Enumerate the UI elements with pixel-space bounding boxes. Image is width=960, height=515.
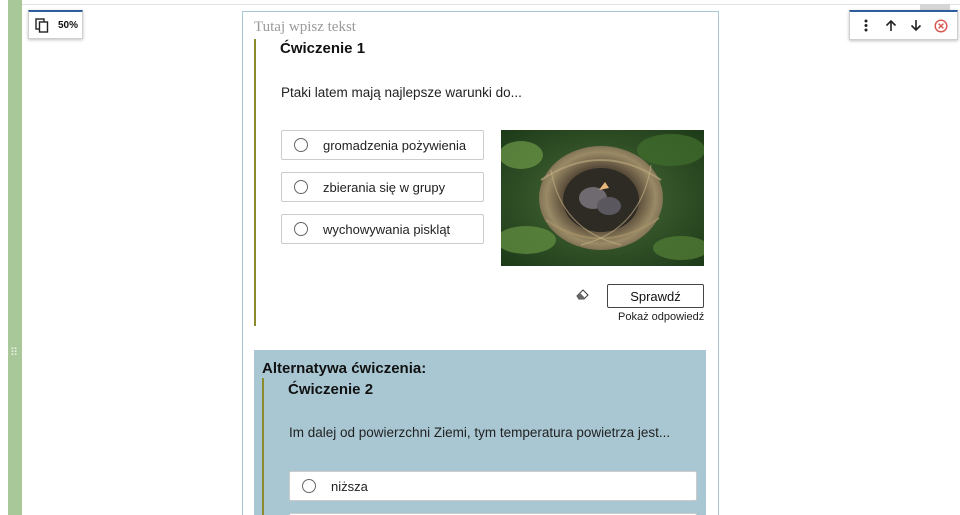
zoom-control[interactable] xyxy=(28,10,83,39)
check-button[interactable]: Sprawdź xyxy=(607,284,704,308)
remove-block-button[interactable] xyxy=(930,15,952,37)
radio-button[interactable] xyxy=(294,222,308,236)
move-up-button[interactable] xyxy=(880,15,902,37)
answer-option[interactable] xyxy=(281,130,484,160)
show-answer-link[interactable]: Pokaż odpowiedź xyxy=(618,311,705,323)
exercise-2-question: Im dalej od powierzchni Ziemi, tym temperatura powietrza jest... xyxy=(289,425,671,440)
text-placeholder[interactable]: Tutaj wpisz tekst xyxy=(254,19,356,35)
block-toolbar xyxy=(849,10,958,40)
arrow-up-icon xyxy=(885,19,897,32)
radio-button[interactable] xyxy=(294,138,308,152)
more-vertical-icon xyxy=(864,19,868,32)
exercise-1-title: Ćwiczenie 1 xyxy=(280,40,366,57)
exercise-2-title: Ćwiczenie 2 xyxy=(288,381,374,398)
alternative-heading: Alternatywa ćwiczenia: xyxy=(262,360,427,377)
answer-option-label: niższa xyxy=(331,478,368,494)
copy-icon[interactable] xyxy=(35,18,49,33)
radio-button[interactable] xyxy=(302,479,316,493)
left-rail xyxy=(8,0,22,515)
zoom-level: 50% xyxy=(58,19,79,31)
eraser-icon[interactable] xyxy=(575,287,591,301)
bird-nest-image xyxy=(501,130,704,266)
answer-option[interactable] xyxy=(289,471,697,501)
exercise-accent-bar xyxy=(254,39,256,326)
answer-option[interactable] xyxy=(281,214,484,244)
answer-option-label: wychowywania piskląt xyxy=(323,221,451,237)
top-divider xyxy=(22,4,960,5)
answer-option-label: zbierania się w grupy xyxy=(323,179,446,195)
arrow-down-icon xyxy=(910,19,922,32)
exercise-accent-bar xyxy=(262,378,264,515)
radio-button[interactable] xyxy=(294,180,308,194)
answer-option-label: gromadzenia pożywienia xyxy=(323,137,467,153)
exercise-1-question: Ptaki latem mają najlepsze warunki do... xyxy=(281,85,522,100)
close-circle-icon xyxy=(934,19,948,33)
drag-handle-icon[interactable]: ⠿ xyxy=(10,347,18,359)
more-options-button[interactable] xyxy=(855,15,877,37)
move-down-button[interactable] xyxy=(905,15,927,37)
answer-option[interactable] xyxy=(281,172,484,202)
